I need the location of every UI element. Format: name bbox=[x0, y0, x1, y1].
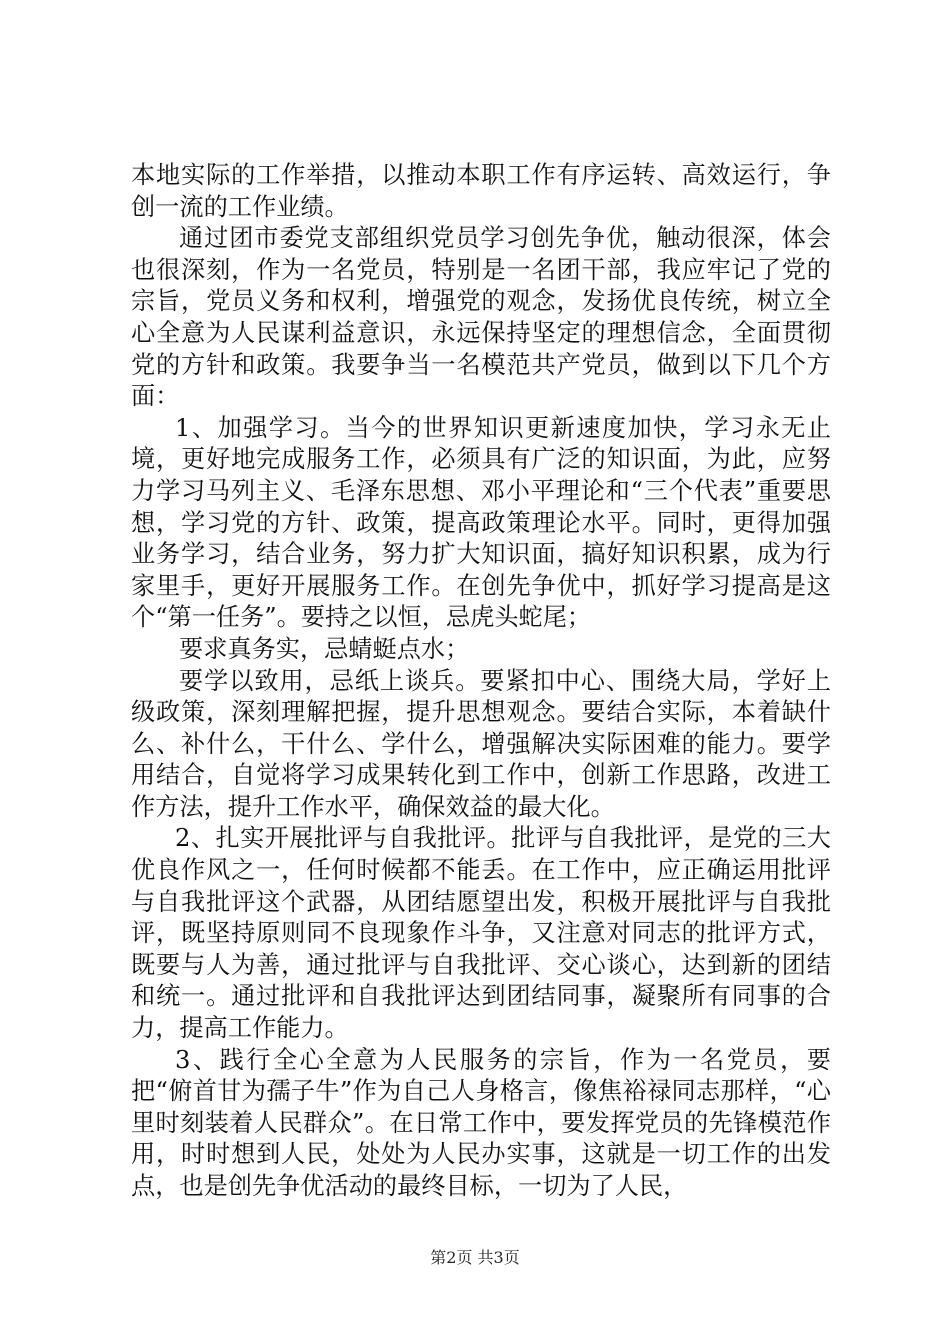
paragraph: 3、践行全心全意为人民服务的宗旨，作为一名党员，要把“俯首甘为孺子牛”作为自己人身格言，像焦裕禄同志那样，“心里时刻装着人民群众”。在日常工作中，要发挥党员的先锋模范作用，时时想到人民，处处为人民办实事，这就是一切工作的出发点，也是创先争优活动的最终目标，一切为了人民， bbox=[131, 1045, 831, 1200]
document-body bbox=[131, 160, 831, 1203]
paragraph: 1、加强学习。当今的世界知识更新速度加快，学习永无止境，更好地完成服务工作，必须具有广泛的知识面，为此，应努力学习马列主义、毛泽东思想、邓小平理论和“三个代表”重要思想，学习党的方针、政策，提高政策理论水平。同时，更得加强业务学习，结合业务，努力扩大知识面，搞好知识积累，成为行家里手，更好开展服务工作。在创先争优中，抓好学习提高是这个“第一任务”。要持之以恒，忌虎头蛇尾； bbox=[131, 413, 831, 632]
page-number-footer: 第2页 共3页 bbox=[430, 1248, 520, 1267]
paragraph: 要学以致用，忌纸上谈兵。要紧扣中心、围绕大局，学好上级政策，深刻理解把握，提升思想观念。要结合实际，本着缺什么、补什么，干什么、学什么，增强解决实际困难的能力。要学用结合，自觉将学习成果转化到工作中，创新工作思路，改进工作方法，提升工作水平，确保效益的最大化。 bbox=[131, 666, 831, 821]
paragraph: 要求真务实，忌蜻蜓点水； bbox=[179, 634, 470, 663]
paragraph: 通过团市委党支部组织党员学习创先争优，触动很深，体会也很深刻，作为一名党员，特别是一名团干部，我应牢记了党的宗旨，党员义务和权利，增强党的观念，发扬优良传统，树立全心全意为人民谋利益意识，永远保持坚定的理想信念，全面贯彻党的方针和政策。我要争当一名模范共产党员，做到以下几个方面： bbox=[131, 224, 831, 411]
paragraph: 本地实际的工作举措，以推动本职工作有序运转、高效运行，争创一流的工作业绩。 bbox=[131, 161, 831, 221]
paragraph: 2、扎实开展批评与自我批评。批评与自我批评，是党的三大优良作风之一，任何时候都不能丢。在工作中，应正确运用批评与自我批评这个武器，从团结愿望出发，积极开展批评与自我批评，既坚持原则同不良现象作斗争，又注意对同志的批评方式，既要与人为善，通过批评与自我批评、交心谈心，达到新的团结和统一。通过批评和自我批评达到团结同事，凝聚所有同事的合力，提高工作能力。 bbox=[131, 824, 831, 1043]
